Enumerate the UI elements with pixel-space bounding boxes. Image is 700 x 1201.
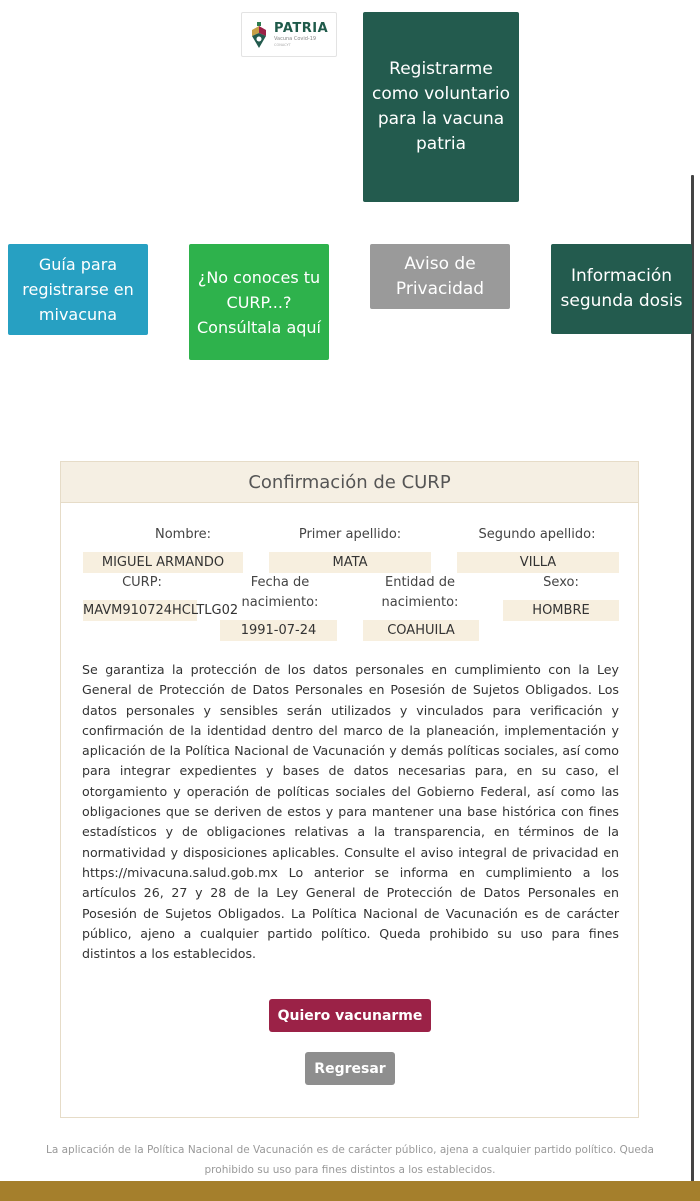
- curp-confirmation-card: [60, 461, 639, 1118]
- nombre-label: Nombre:: [154, 527, 212, 542]
- logo-title: PATRIA: [274, 20, 329, 36]
- footer-disclaimer: La aplicación de la Política Nacional de Vacunación es de carácter público, ajena a cualquier partido político. Queda prohibido su uso para fines distintos a los establecidos.: [46, 1144, 654, 1176]
- segundo-apellido-label: Segundo apellido:: [478, 527, 596, 542]
- card-title: Confirmación de CURP: [61, 462, 638, 503]
- sexo-value: HOMBRE: [503, 600, 619, 621]
- privacy-notice-button[interactable]: Aviso de Privacidad: [370, 244, 510, 309]
- guide-button[interactable]: Guía para registrarse en mivacuna: [8, 244, 148, 335]
- sexo-label: Sexo:: [543, 575, 579, 590]
- footer-bar: [0, 1181, 700, 1201]
- primer-apellido-value: MATA: [269, 552, 431, 573]
- curp-value: MAVM910724HCLTLG02: [83, 600, 197, 621]
- second-dose-button[interactable]: Información segunda dosis: [551, 244, 692, 334]
- primer-apellido-label: Primer apellido:: [298, 527, 402, 542]
- patria-logo: [241, 12, 337, 57]
- fecha-nacimiento-value: 1991-07-24: [220, 620, 337, 641]
- regresar-button[interactable]: Regresar: [305, 1052, 395, 1085]
- volunteer-button[interactable]: Registrarme como voluntario para la vacuna patria: [363, 12, 519, 202]
- quiero-vacunarme-button[interactable]: Quiero vacunarme: [269, 999, 431, 1032]
- curp-lookup-button[interactable]: ¿No conoces tu CURP...? Consúltala aquí: [189, 244, 329, 360]
- logo-subtitle: Vacuna Covid-19: [274, 35, 317, 42]
- fecha-nacimiento-label: Fecha de nacimiento:: [241, 575, 319, 610]
- privacy-statement: Se garantiza la protección de los datos personales en cumplimiento con la Ley General de Protección de Datos Personales en Posesión de Sujetos Obligados. Los datos personales y sensibles serán utilizados y vinculados para verificación y confirmación de la identidad dentro del marco de la planeación, implementación y aplicación de la Política Nacional de Vacunación y demás políticas sociales, así como para integrar expedientes y bases de datos necesarias para, en su caso, el otorgamiento y operación de políticas sociales del Gobierno Federal, así como las obligaciones que se deriven de estos y para mantener una base histórica con fines estadísticos y de obligaciones relativas a la transparencia, en términos de la normatividad y disposiciones aplicables. Consulte el aviso integral de privacidad en https://mivacuna.salud.gob.mx Lo anterior se informa en cumplimiento a los artículos 26, 27 y 28 de la Ley General de Protección de Datos Personales en Posesión de Sujetos Obligados. La Política Nacional de Vacunación es de carácter público, ajeno a cualquier partido político. Queda prohibido su uso para fines distintos a los establecidos.: [82, 662, 619, 962]
- entidad-nacimiento-value: COAHUILA: [363, 620, 479, 641]
- patria-emblem-icon: [248, 20, 270, 50]
- curp-label: CURP:: [122, 575, 162, 590]
- entidad-nacimiento-label: Entidad de nacimiento:: [381, 575, 459, 610]
- segundo-apellido-value: VILLA: [457, 552, 619, 573]
- logo-caption: CONACYT: [274, 42, 291, 47]
- nombre-value: MIGUEL ARMANDO: [83, 552, 243, 573]
